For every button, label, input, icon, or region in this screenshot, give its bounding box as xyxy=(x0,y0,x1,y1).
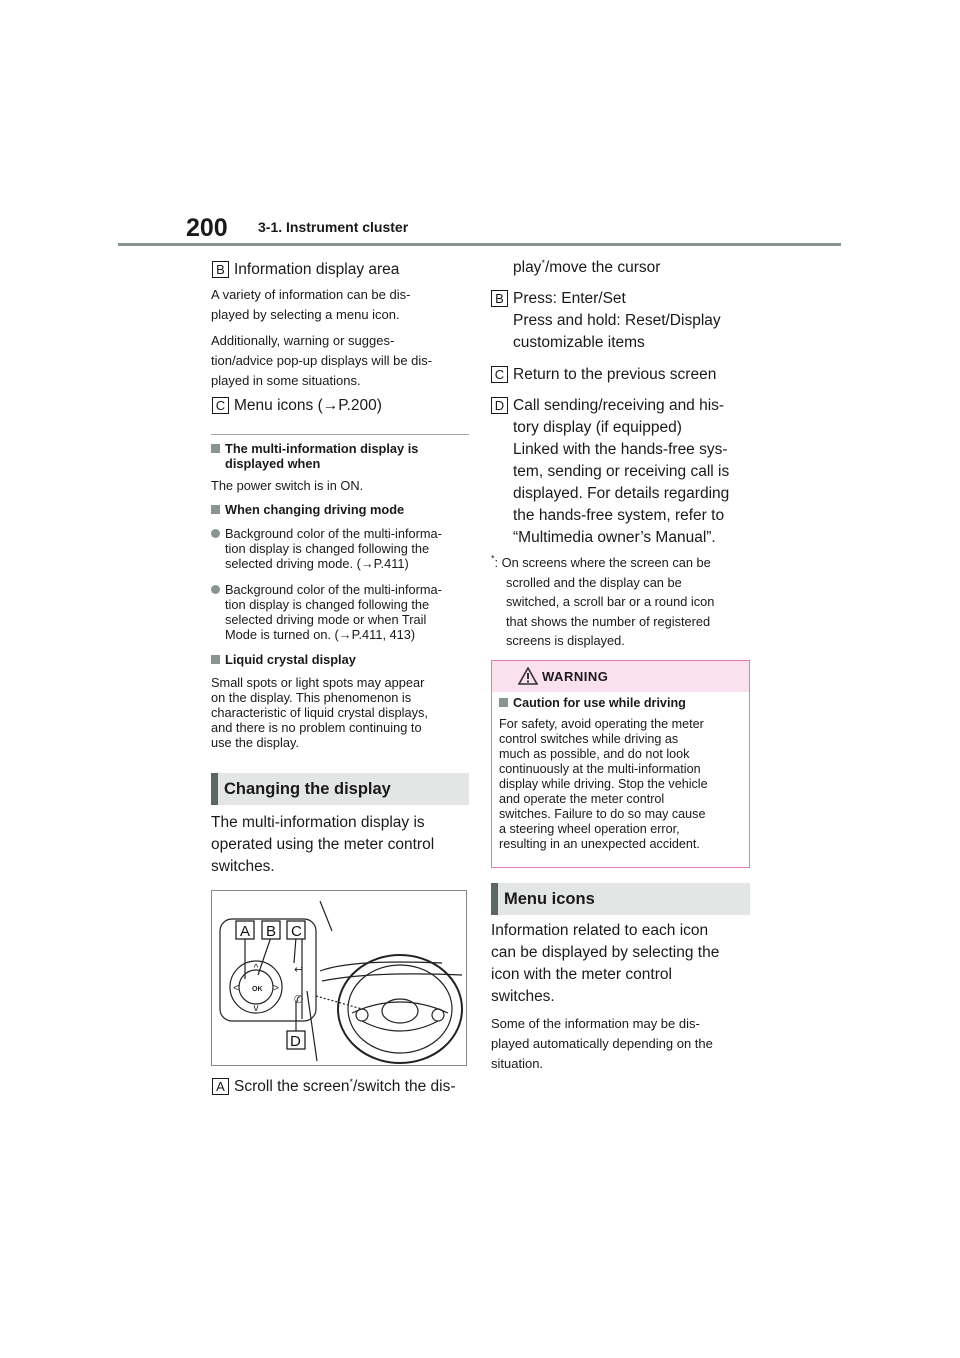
item-c-menu-icons xyxy=(212,395,382,417)
square-bullet-icon xyxy=(211,505,220,514)
footnote-line: : On screens where the screen can be xyxy=(494,555,711,570)
item-b-text: Information display area xyxy=(234,261,400,278)
desc-line: played by selecting a menu icon. xyxy=(211,307,400,322)
warning-title: WARNING xyxy=(542,669,609,684)
svg-text:✆: ✆ xyxy=(294,994,304,1006)
item-b-description xyxy=(211,285,432,391)
item-d-call xyxy=(491,395,729,549)
ok-button-label: OK xyxy=(252,986,263,993)
bullet-1 xyxy=(211,526,442,571)
text-line: customizable items xyxy=(513,334,645,351)
header-divider xyxy=(118,243,841,246)
footnote-asterisk: * xyxy=(541,257,545,268)
footnote-line: screens is displayed. xyxy=(506,633,625,648)
text-line: The multi-information display is xyxy=(211,814,425,831)
item-c-return xyxy=(491,364,716,386)
text-line: tory display (if equipped) xyxy=(513,419,682,436)
bullet-line: selected driving mode or when Trail xyxy=(225,612,427,627)
steering-wheel-illustration xyxy=(212,891,467,1066)
square-bullet-icon xyxy=(499,698,508,707)
note2-title xyxy=(211,502,404,517)
bullet-line: Mode is turned on. (→P.411, 413) xyxy=(225,627,416,642)
note-line: Small spots or light spots may appear xyxy=(211,675,425,690)
heading-menu-icons: Menu icons xyxy=(491,883,750,915)
menu-small-text xyxy=(491,1014,713,1074)
figure-label-c: C xyxy=(291,923,302,940)
bullet-line: Background color of the multi-informa- xyxy=(225,526,442,541)
svg-text:<: < xyxy=(233,983,239,994)
bullet-line: selected driving mode. (→P.411) xyxy=(225,556,409,571)
item-a-continued xyxy=(513,257,660,279)
label-c: C xyxy=(212,397,229,414)
note2-title-text: When changing driving mode xyxy=(225,502,405,517)
note1-title-l2: displayed when xyxy=(225,456,321,471)
text-line: Call sending/receiving and his- xyxy=(513,397,725,414)
note-line: use the display. xyxy=(211,735,299,750)
page-number: 200 xyxy=(186,214,228,242)
item-c-text: Menu icons (→P.200) xyxy=(234,397,382,414)
note3-title xyxy=(211,652,356,667)
figure-label-a: A xyxy=(240,923,251,940)
notes-divider xyxy=(211,434,469,435)
warning-box xyxy=(491,660,750,868)
bullet-2 xyxy=(211,582,442,642)
steering-wheel-figure xyxy=(211,890,467,1066)
note3-text xyxy=(211,675,428,750)
section-title: 3-1. Instrument cluster xyxy=(258,219,409,235)
svg-text:>: > xyxy=(273,983,279,994)
footnote-line: that shows the number of registered xyxy=(506,613,711,629)
item-a-cont-1: play xyxy=(513,259,542,276)
warning-subtitle-text: Caution for use while driving xyxy=(513,696,686,710)
note-line: on the display. This phenomenon is xyxy=(211,690,412,705)
footnote-asterisk: * xyxy=(491,553,495,564)
label-d: D xyxy=(491,397,508,414)
text-line: icon with the meter control xyxy=(491,966,672,983)
text-line: switches. xyxy=(491,988,555,1005)
label-b: B xyxy=(491,290,508,307)
text-line: switches. xyxy=(211,858,275,875)
figure-label-d: D xyxy=(290,1033,301,1050)
menu-text xyxy=(491,920,719,1008)
text-line: operated using the meter control xyxy=(211,836,435,853)
warning-line: much as possible, and do not look xyxy=(499,747,690,761)
warning-line: display while driving. Stop the vehicle xyxy=(499,777,708,791)
text-line: Linked with the hands-free sys- xyxy=(513,441,728,458)
warning-line: continuously at the multi-information xyxy=(499,762,701,776)
text-line: Information related to each icon xyxy=(491,922,709,939)
svg-text:v: v xyxy=(253,1003,259,1014)
round-bullet-icon xyxy=(211,585,220,594)
figure-label-b: B xyxy=(266,923,277,940)
square-bullet-icon xyxy=(211,655,220,664)
text-line: can be displayed by selecting the xyxy=(491,944,720,961)
item-a-text-1: Scroll the screen xyxy=(234,1078,350,1095)
footnote xyxy=(491,553,714,651)
bullet-line: tion display is changed following the xyxy=(225,597,430,612)
text-line: “Multimedia owner’s Manual”. xyxy=(513,529,716,546)
note-line: characteristic of liquid crystal displays, xyxy=(211,705,428,720)
note3-title-text: Liquid crystal display xyxy=(225,652,356,667)
footnote-line: scrolled and the display can be xyxy=(506,574,682,590)
bullet-line: Background color of the multi-informa- xyxy=(225,582,442,597)
note1-title-l1: The multi-information display is xyxy=(225,441,419,456)
heading-changing-display: Changing the display xyxy=(211,773,469,805)
text-line: Press and hold: Reset/Display xyxy=(513,312,721,329)
desc-line: tion/advice pop-up displays will be dis- xyxy=(211,353,433,368)
label-c: C xyxy=(491,366,508,383)
desc-line: A variety of information can be dis- xyxy=(211,287,411,302)
item-c-text: Return to the previous screen xyxy=(513,366,717,383)
footnote-asterisk: * xyxy=(349,1076,353,1087)
svg-text:^: ^ xyxy=(253,963,259,974)
desc-line: Additionally, warning or sugges- xyxy=(211,333,395,348)
warning-body xyxy=(492,692,749,856)
text-line: displayed. For details regarding xyxy=(513,485,730,502)
warning-header xyxy=(492,661,749,692)
changing-text xyxy=(211,812,434,878)
text-line: situation. xyxy=(491,1056,544,1071)
label-b: B xyxy=(212,261,229,278)
item-b-enter-set xyxy=(491,288,721,354)
warning-line: resulting in an unexpected accident. xyxy=(499,837,700,851)
warning-line: switches. Failure to do so may cause xyxy=(499,807,706,821)
note1-title xyxy=(211,441,418,471)
warning-subtitle xyxy=(499,696,742,711)
item-a-scroll xyxy=(212,1076,455,1098)
warning-line: For safety, avoid operating the meter xyxy=(499,717,704,731)
text-line: played automatically depending on the xyxy=(491,1036,713,1051)
warning-line: and operate the meter control xyxy=(499,792,665,806)
item-b-info-area xyxy=(212,259,399,281)
svg-text:↩: ↩ xyxy=(294,964,304,976)
square-bullet-icon xyxy=(211,444,220,453)
label-a: A xyxy=(212,1078,229,1095)
warning-line: control switches while driving as xyxy=(499,732,679,746)
warning-line: a steering wheel operation error, xyxy=(499,822,680,836)
bullet-line: tion display is changed following the xyxy=(225,541,430,556)
desc-line: played in some situations. xyxy=(211,373,361,388)
round-bullet-icon xyxy=(211,529,220,538)
item-a-cont-2: /move the cursor xyxy=(544,259,661,276)
item-a-text-2: /switch the dis- xyxy=(352,1078,456,1095)
text-line: the hands-free system, refer to xyxy=(513,507,725,524)
note1-text: The power switch is in ON. xyxy=(211,478,364,493)
footnote-line: switched, a scroll bar or a round icon xyxy=(506,594,715,609)
text-line: tem, sending or receiving call is xyxy=(513,463,730,480)
note-line: and there is no problem continuing to xyxy=(211,720,422,735)
text-line: Some of the information may be dis- xyxy=(491,1016,700,1031)
text-line: Press: Enter/Set xyxy=(513,290,626,307)
warning-triangle-icon xyxy=(518,667,538,685)
